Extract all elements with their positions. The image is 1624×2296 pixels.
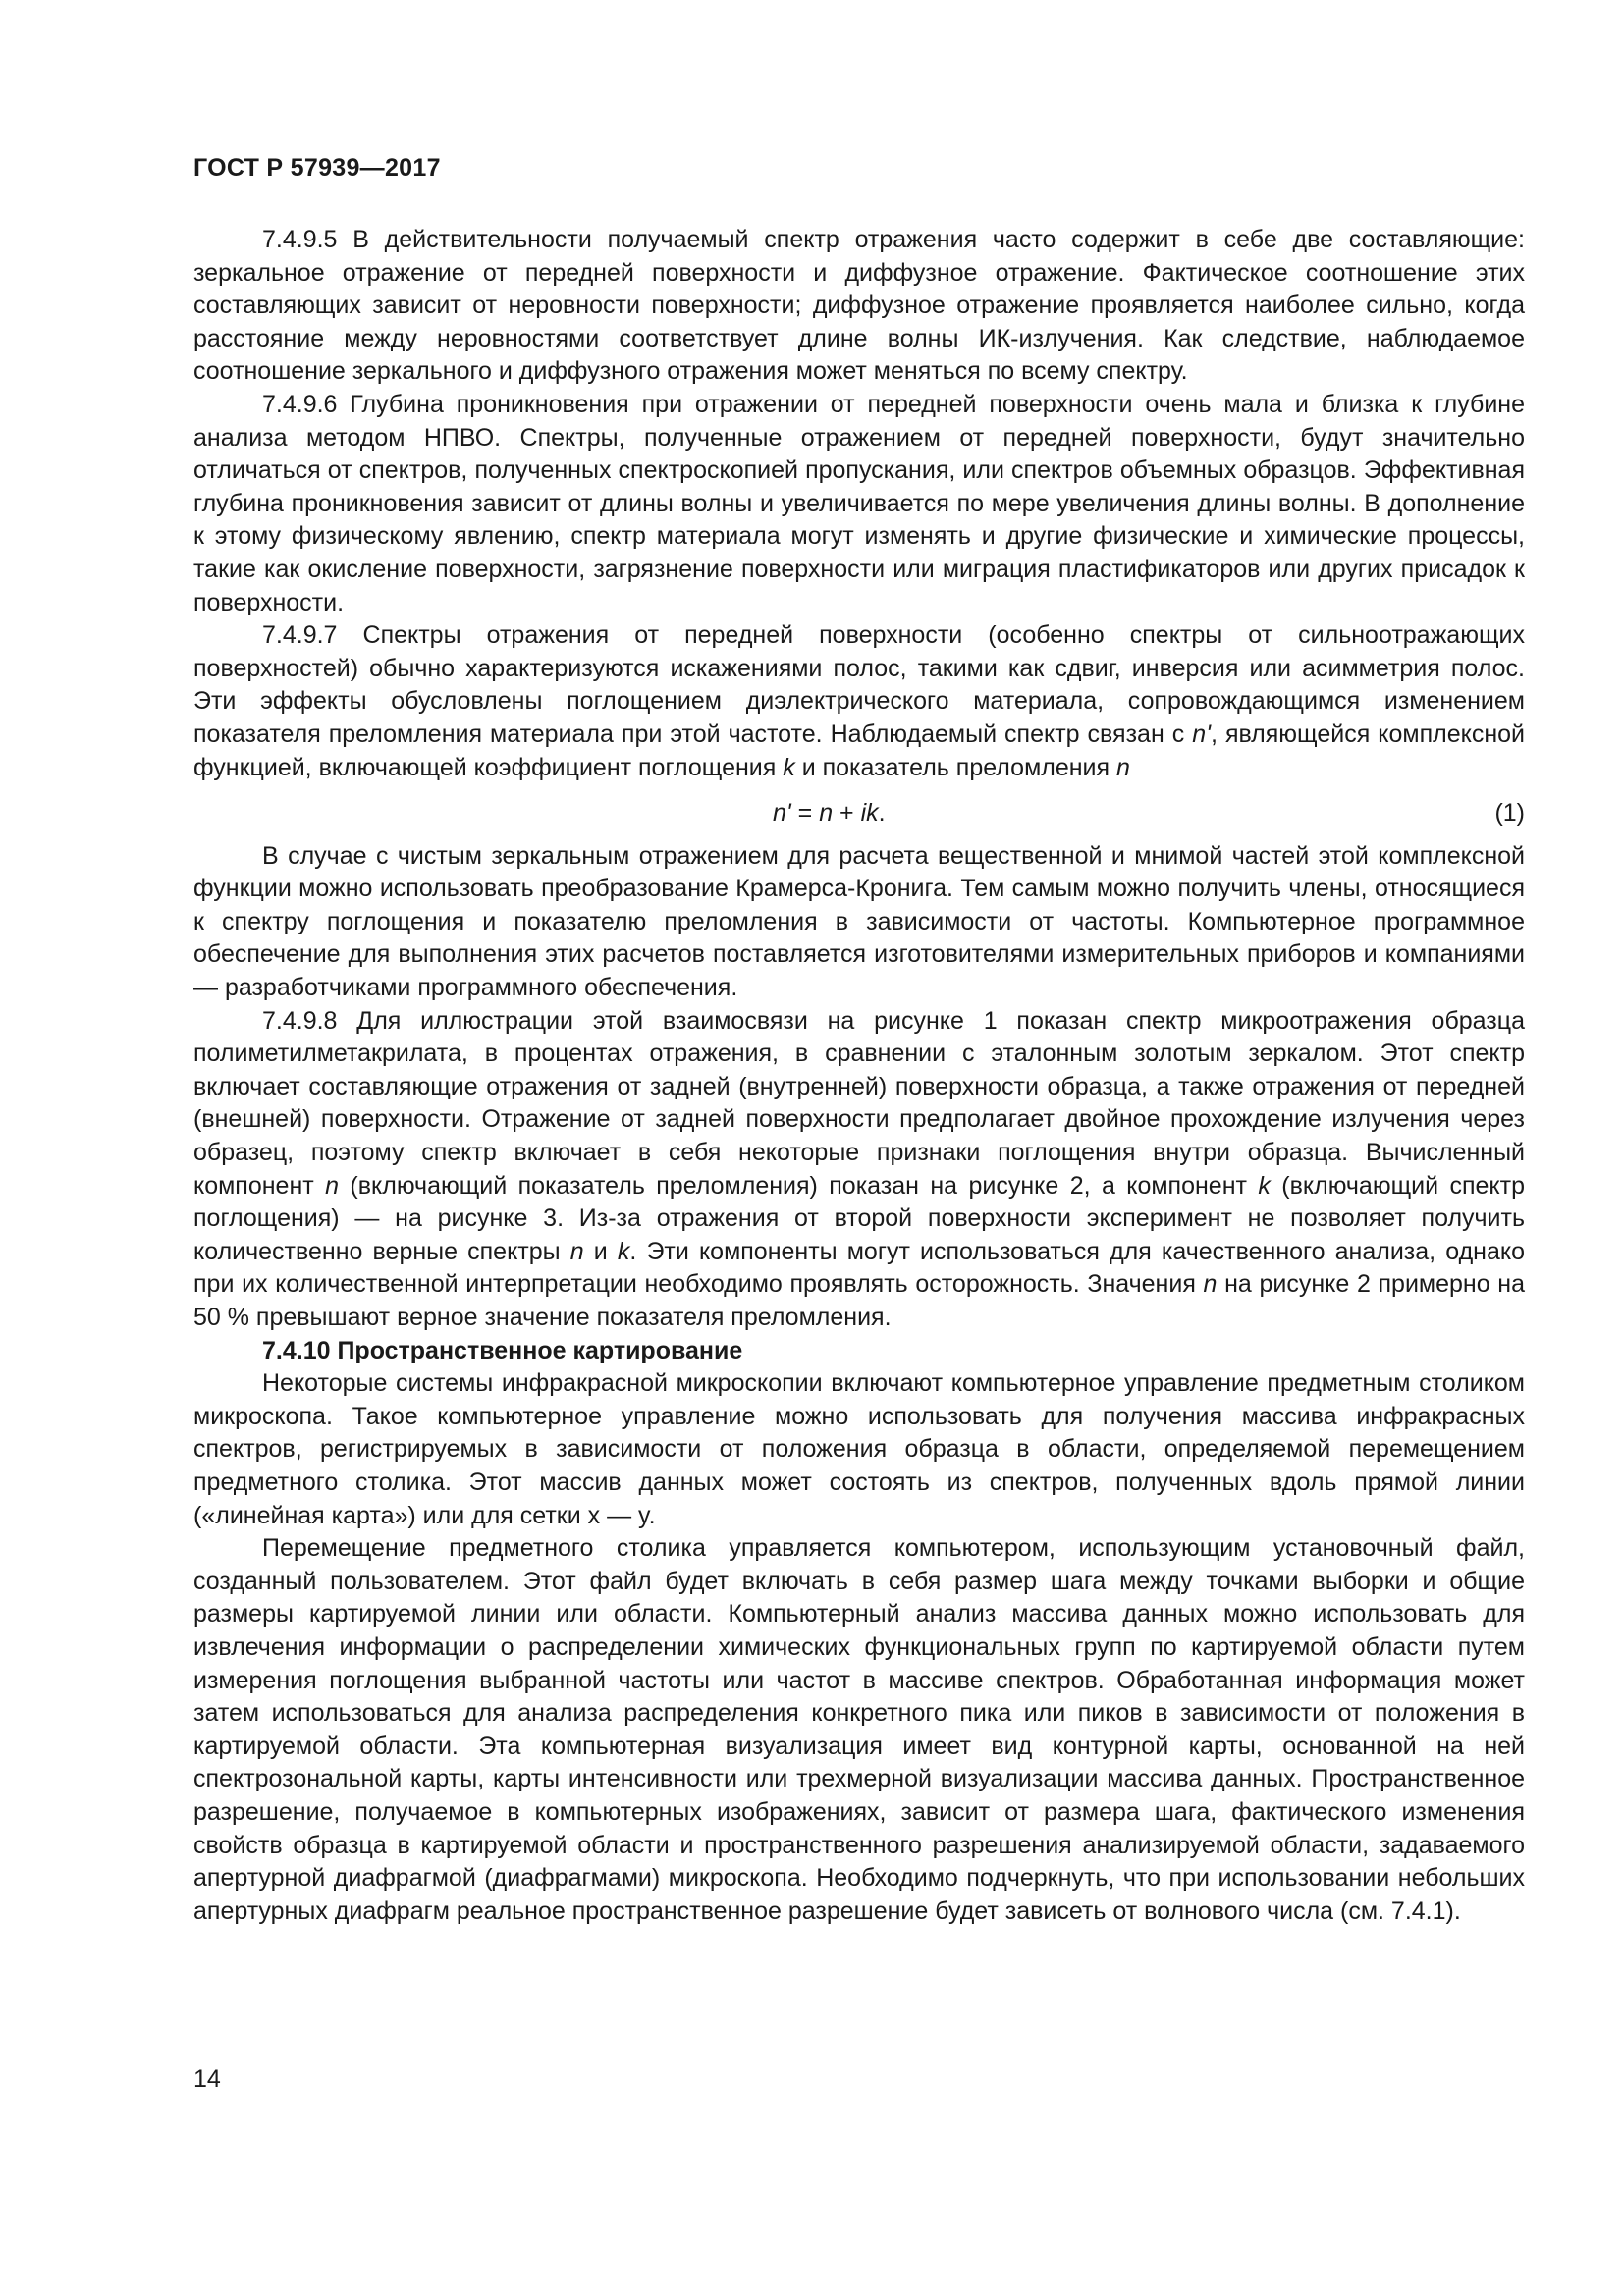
formula-equals: = <box>790 799 820 828</box>
formula-lhs: n' <box>773 799 791 828</box>
formula-1 <box>193 797 1525 830</box>
text-run: (включающий спектр поглощения) — на рисунке 3. Из-за отражения от второй поверхности эксперимент не позволяет получить количественно верные спектры <box>193 1171 1525 1265</box>
page-number: 14 <box>193 2065 221 2093</box>
paragraph-mapping-2: Перемещение предметного столика управляется компьютером, использующим установочный файл, созданный пользователем. Этот файл будет включать в себя размер шага между точками выборки и общие размеры картируемой линии или области. Компьютерный анализ массива данных можно использовать для извлечения информации о распределении химических функциональных групп по картируемой области путем измерения поглощения выбранной частоты или частот в массиве спектров. Обработанная информация может затем использоваться для анализа распределения конкретного пика или пиков в зависимости от положения в картируемой области. Эта компьютерная визуализация имеет вид контурной карты, основанной на ней спектрозональной карты, карты интенсивности или трехмерной визуализации массива данных. Пространственное разрешение, получаемое в компьютерных изображениях, зависит от размера шага, фактического изменения свойств образца в картируемой области и пространственного разрешения анализируемой области, задаваемого апертурной диафрагмой (диафрагмами) микроскопа. Необходимо подчеркнуть, что при использовании небольших апертурных диафрагм реальное пространственное разрешение будет зависеть от волнового числа (см. 7.4.1). <box>193 1534 1525 1925</box>
text-run: 7.4.9.7 Спектры отражения от передней поверхности (особенно спектры от сильноотражающих поверхностей) обычно характеризуются искажениями полос, такими как сдвиг, инверсия или асимметрия полос. Эти эффекты обусловлены поглощением диэлектрического материала, сопровождающимся изменением показателя преломления материала при этой частоте. Наблюдаемый спектр связан с <box>193 621 1525 748</box>
document-header: ГОСТ Р 57939—2017 <box>193 154 441 182</box>
text-run: и показатель преломления <box>794 753 1116 781</box>
text-run: . Эти компоненты могут использоваться для качественного анализа, однако при их количественной интерпретации необходимо проявлять осторожность. Значения <box>193 1237 1526 1299</box>
formula-number: (1) <box>1494 799 1525 828</box>
text-run: и <box>583 1237 618 1265</box>
variable-n-prime: n' <box>1192 720 1211 748</box>
variable-n: n <box>325 1171 340 1200</box>
variable-k: k <box>617 1237 630 1265</box>
formula-period: . <box>878 799 886 828</box>
variable-n: n <box>1116 753 1130 781</box>
document-body <box>193 224 1525 1928</box>
text-run: , являющейся комплексной функцией, включающей коэффициент поглощения <box>193 720 1525 781</box>
paragraph-7-4-9-5: 7.4.9.5 В действительности получаемый спектр отражения часто содержит в себе две составляющие: зеркальное отражение от передней поверхности и диффузное отражение. Фактическое соотношение этих составляющих зависит от неровности поверхности; диффузное отражение проявляется наиболее сильно, когда расстояние между неровностями соответствует длине волны ИК-излучения. Как следствие, наблюдаемое соотношение зеркального и диффузного отражения может меняться по всему спектру. <box>193 226 1525 386</box>
paragraph-7-4-9-7 <box>193 619 1525 784</box>
text-run: на рисунке 2 примерно на 50 % превышают верное значение показателя преломления. <box>193 1270 1525 1331</box>
variable-k: k <box>783 753 795 781</box>
paragraph-7-4-9-6: 7.4.9.6 Глубина проникновения при отражении от передней поверхности очень мала и близка к глубине анализа методом НПВО. Спектры, полученные отражением от передней поверхности, будут значительно отличаться от спектров, полученных спектроскопией пропускания, или спектров объемных образцов. Эффективная глубина проникновения зависит от длины волны и увеличивается по мере увеличения длины волны. В дополнение к этому физическому явлению, спектр материала могут изменять и другие физические и химические процессы, такие как окисление поверхности, загрязнение поверхности или миграция пластификаторов или других присадок к поверхности. <box>193 390 1525 616</box>
formula-term-n: n <box>819 799 834 828</box>
formula-expression <box>773 797 886 830</box>
text-run: 7.4.9.8 Для иллюстрации этой взаимосвязи на рисунке 1 показан спектр микроотражения образца полиметилметакрилата, в процентах отражения, в сравнении с эталонным золотым зеркалом. Этот спектр включает составляющие отражения от задней (внутренней) поверхности образца, а также отражения от передней (внешней) поверхности. Отражение от задней поверхности предполагает двойное прохождение излучения через образец, поэтому спектр включает в себя некоторые признаки поглощения внутри образца. Вычисленный компонент <box>193 1006 1525 1200</box>
variable-k: k <box>1258 1171 1271 1200</box>
formula-plus: + <box>833 799 861 828</box>
section-heading-7-4-10: 7.4.10 Пространственное картирование <box>262 1336 743 1364</box>
variable-n: n <box>1203 1270 1218 1299</box>
paragraph-kramers-kronig: В случае с чистым зеркальным отражением для расчета вещественной и мнимой частей этой комплексной функции можно использовать преобразование Крамерса-Кронига. Тем самым можно получить члены, относящиеся к спектру поглощения и показателю преломления в зависимости от частоты. Компьютерное программное обеспечение для выполнения этих расчетов поставляется изготовителями измерительных приборов и компаниями — разработчиками программного обеспечения. <box>193 841 1525 1002</box>
paragraph-7-4-9-8 <box>193 1005 1525 1335</box>
paragraph-mapping-1: Некоторые системы инфракрасной микроскопии включают компьютерное управление предметным столиком микроскопа. Такое компьютерное управление можно использовать для получения массива инфракрасных спектров, регистрируемых в зависимости от положения образца в области, определяемой перемещением предметного столика. Этот массив данных может состоять из спектров, полученных вдоль прямой линии («линейная карта») или для сетки x — y. <box>193 1369 1525 1529</box>
formula-term-ik: ik <box>860 799 879 828</box>
text-run: (включающий показатель преломления) показан на рисунке 2, а компонент <box>339 1171 1259 1200</box>
variable-n: n <box>569 1237 584 1265</box>
